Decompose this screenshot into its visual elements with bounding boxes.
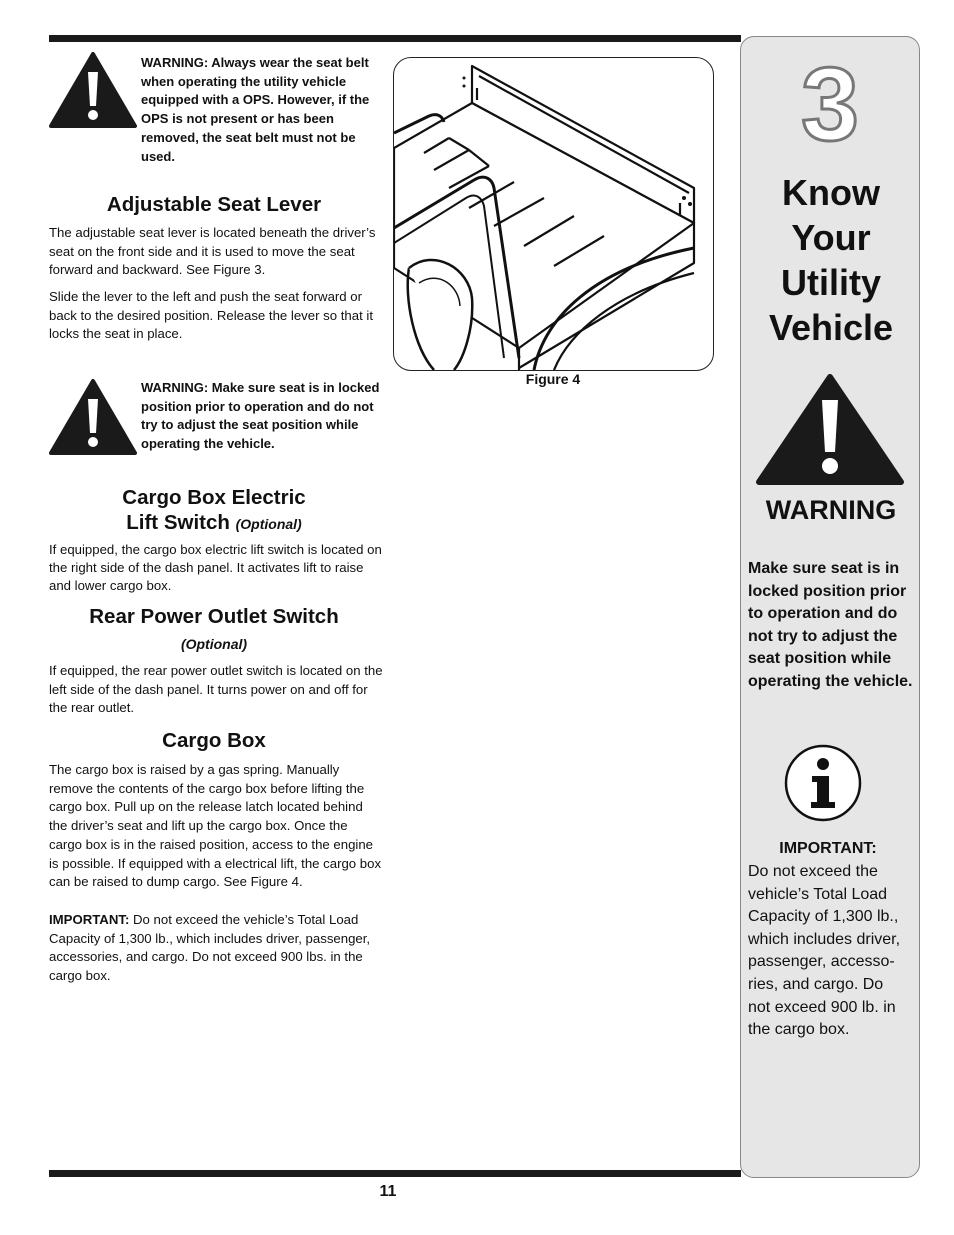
- seat-position-warning: WARNING: Make sure seat is in locked position prior to operation and do not try to adjust the seat position while operating the vehicle.: [141, 380, 380, 452]
- optional-label: (Optional): [235, 516, 302, 532]
- chapter-number: [795, 52, 865, 152]
- lift-switch-text: If equipped, the cargo box electric lift switch is located on the right side of the dash panel. It activates lift to raise and lower cargo box.: [49, 542, 382, 593]
- top-rule: [49, 35, 741, 42]
- chapter-title-line: Vehicle: [768, 307, 894, 348]
- warning-triangle-icon: [48, 50, 138, 130]
- seat-lever-text-2: Slide the lever to the left and push the seat forward or back to the desired position. Release the lever so that it locks the seat in place.: [49, 289, 374, 342]
- lift-switch-heading: [49, 485, 379, 537]
- cargo-box-important: [49, 911, 379, 986]
- chapter-title-line: Know: [782, 172, 880, 213]
- sidebar-warning-text: Make sure seat is in locked position prior to operation and do not try to adjust the seat position while operating the vehicle.: [748, 560, 913, 690]
- figure-4-cargo-box-illustration: [393, 57, 714, 371]
- power-outlet-heading: Rear Power Outlet Switch: [89, 605, 339, 628]
- lift-switch-heading-line1: Cargo Box Electric: [122, 486, 306, 509]
- chapter-title: [745, 170, 917, 350]
- power-outlet-text: If equipped, the rear power outlet switch is located on the left side of the dash panel. It turns power on and off for the rear outlet.: [49, 663, 383, 716]
- info-icon: [784, 744, 862, 822]
- lift-switch-heading-line2: Lift Switch: [126, 511, 230, 534]
- important-heading: IMPORTANT:: [779, 840, 877, 857]
- important-text: Do not exceed the vehicle’s Total Load Capacity of 1,300 lb., which includes driver, passenger, accessories, and cargo. Do not exceed 900 lbs. in the cargo box.: [49, 912, 371, 984]
- seat-belt-warning: WARNING: Always wear the seat belt when operating the utility vehicle equipped with a OPS. However, if the OPS is not present or has been removed, the seat belt must not be used.: [141, 55, 370, 164]
- page-number: 11: [379, 1183, 397, 1200]
- warning-triangle-icon: [48, 377, 138, 457]
- warning-heading: WARNING: [765, 495, 897, 525]
- optional-label: (Optional): [180, 636, 248, 652]
- cargo-box-text: The cargo box is raised by a gas spring. Manually remove the contents of the cargo box before lifting the cargo box. Pull up on the release latch located behind the driver’s seat and lift up the cargo box. Once the cargo box is in the raised position, access to the engine is possible. If equipped with a electrical lift, the cargo box can be raised to dump cargo. See Figure 4.: [49, 762, 382, 890]
- important-label: IMPORTANT:: [49, 912, 130, 927]
- warning-triangle-icon: [755, 372, 905, 488]
- figure-caption: Figure 4: [525, 371, 581, 387]
- chapter-number-text: 3: [801, 52, 859, 152]
- cargo-box-heading: Cargo Box: [162, 729, 266, 752]
- bottom-rule: [49, 1170, 741, 1177]
- chapter-title-line: Your: [791, 217, 871, 258]
- cargo-box-drawing: [394, 58, 713, 370]
- chapter-title-line: Utility: [780, 262, 881, 303]
- seat-lever-heading: Adjustable Seat Lever: [106, 193, 322, 216]
- seat-lever-text-1: The adjustable seat lever is located beneath the driver’s seat on the front side and it is used to move the seat forward and backward. See Figure 3.: [49, 225, 376, 278]
- important-text: Do not exceed the vehicle’s Total Load Capacity of 1,300 lb., which includes driver, passenger, accesso-ries, and cargo. Do not exceed 900 lb. in the cargo box.: [748, 863, 901, 1039]
